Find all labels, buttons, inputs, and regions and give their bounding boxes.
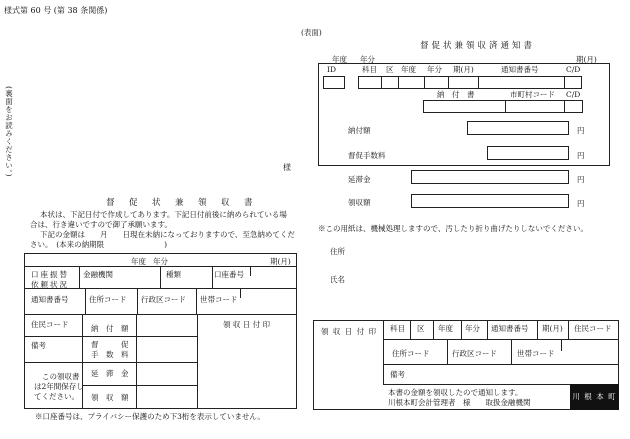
residence-code-label: 住所コード [89,295,127,304]
notice-title: 督促状兼領収済通知書 [420,41,536,51]
receipt-title: 督 促 状 兼 領 収 書 [106,198,256,208]
col-notice-no: 通知書番号 [501,65,539,74]
stub-remarks: 備考 [390,370,405,379]
stub-col-term: 期(月) [542,324,563,333]
back-side-note: (裏面をお読みください。) [4,86,14,178]
col-ward: 区 [386,65,394,74]
col-id: ID [327,65,336,74]
stub-household-code: 世帯コード [517,349,555,358]
late-label: 延 滞 金 [91,369,129,378]
payment-label: 納 付 額 [91,324,129,333]
col-check-digit: C/D [566,65,581,74]
face-label: (表面) [301,28,322,37]
receipt-text-1: 本状は、下記日付で作成してあります。下記日付前後に納められている場 [40,210,287,219]
name-label: 氏名 [330,275,345,284]
keep-note-2: は2年間保存し [34,382,84,391]
town-stamp [570,384,619,410]
yen-1: 円 [577,126,585,135]
sama-label: 様 [283,163,291,172]
town-stamp-text: 川 根 本 町 [572,392,617,401]
yen-4: 円 [577,199,585,208]
keep-note-1: この領収書 [42,372,80,381]
yen-2: 円 [577,151,585,160]
notice-month: 期(月) [576,55,597,64]
stub-col-subject: 科目 [390,324,405,333]
receipt-period: 年分 [153,257,168,266]
account-label: 口座番号 [214,270,244,279]
id-box [323,76,345,89]
col-term: 期(月) [453,65,474,74]
stub-message-2: 川根本町会計管理者 様 取扱金融機関 [388,398,531,407]
receipt-stamp-label: 領 収 日 付 印 [223,320,271,329]
stub-col-notice-no: 通知書番号 [491,324,529,333]
address-label: 住所 [330,247,345,256]
machine-note: ※この用紙は、機械処理しますので、汚したり折り曲げたりしないでください。 [318,224,588,233]
type-label: 種類 [166,270,181,279]
fee-amount-box [487,146,569,160]
label-fee: 督促手数料 [348,151,386,160]
received-amount-box [411,194,569,208]
col-fiscal-year: 年度 [401,65,416,74]
district-code-label: 行政区コード [141,295,186,304]
stub-col-year-part: 年分 [465,324,480,333]
stub-district-code: 行政区コード [452,349,497,358]
late-amount-box [411,170,569,184]
notice-period: 年分 [360,55,375,64]
id-fields-box [358,76,582,89]
household-code-label: 世帯コード [200,295,238,304]
notice-year: 年度 [332,55,347,64]
stub-col-fiscal-year: 年度 [438,324,453,333]
col-subject: 科目 [362,65,377,74]
stub-col-ward: 区 [417,324,425,333]
transfer-label-2: 依頼状況 [31,280,69,289]
slip-box [423,100,583,113]
footnote: ※口座番号は、プライバシー保護のため下3桁を表示していません。 [35,412,265,421]
col-check-digit-2: C/D [566,90,581,99]
notice-no-label: 通知書番号 [31,295,69,304]
keep-note-3: てください。 [34,392,79,401]
receipt-text-3: 下記の金額は 月 日現在未納になっておりますので、至急納めてくだ [40,230,295,239]
receipt-text-4: さい。 (本来の納期限 ) [30,240,168,249]
form-number: 様式第 60 号 (第 38 条関係) [4,6,108,15]
stub-message-1: 本書の金額を領収したので通知します。 [388,388,523,397]
fee-label-2: 手 数 料 [91,350,129,359]
payment-amount-box [467,121,569,135]
receipt-text-2: 合は、行き違いですので御了承願います。 [30,220,172,229]
col-year-part: 年分 [427,65,442,74]
receipt-month: 期(月) [270,257,291,266]
remarks-label: 備考 [31,341,46,350]
col-payment-slip: 納 付 書 [437,90,475,99]
fee-label-1: 督 促 [91,340,129,349]
received-label: 領 収 額 [91,393,129,402]
bank-label: 金融機関 [83,270,113,279]
yen-3: 円 [577,175,585,184]
receipt-year: 年度 [131,257,146,266]
col-municipality-code: 市町村コード [510,90,555,99]
label-received: 領収額 [348,198,371,207]
label-payment: 納付額 [348,126,371,135]
stub-col-resident-code: 住民コード [574,324,612,333]
transfer-label: 口座振替 [31,270,69,279]
stub-residence-code: 住所コード [392,349,430,358]
resident-code-label: 住民コード [31,320,69,329]
stub-stamp-label: 領 収 日 付 印 [321,327,378,336]
label-late: 延滞金 [348,175,371,184]
